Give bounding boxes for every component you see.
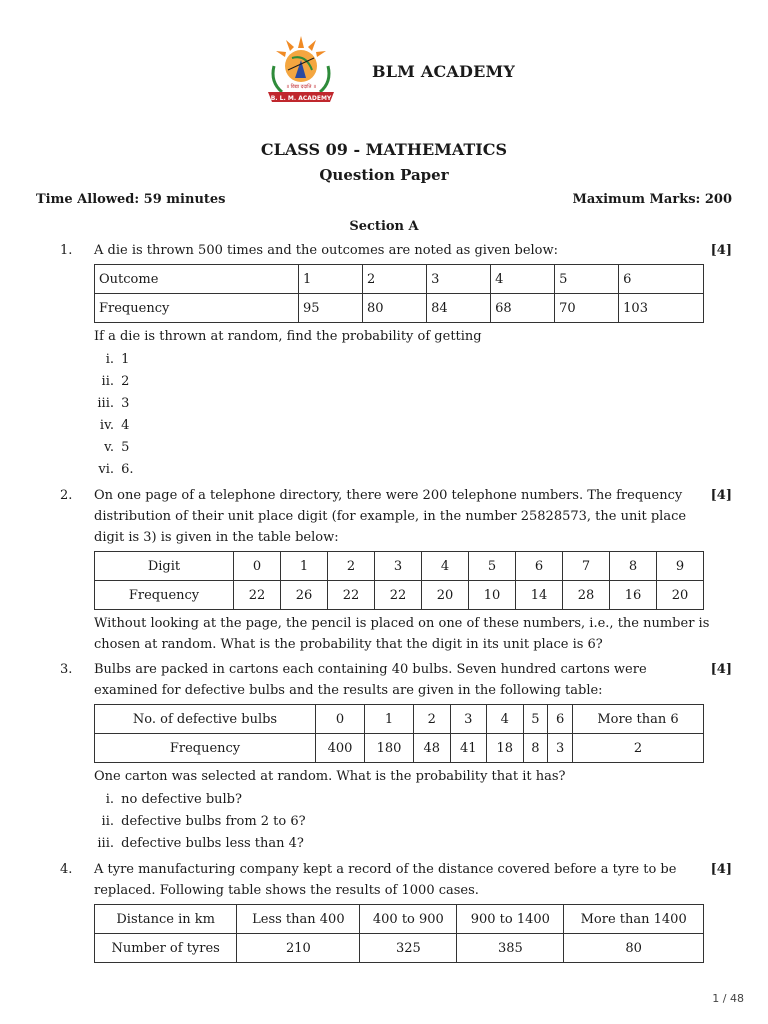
option-number: iii. [97,836,114,851]
table-cell: 7 [563,552,610,581]
table-cell: 10 [469,581,516,610]
table-cell: 48 [414,734,451,763]
table-cell: 2 [573,734,704,763]
table-cell: 385 [457,934,564,963]
table-cell: 28 [563,581,610,610]
table-cell: 3 [548,734,573,763]
option-text: defective bulbs from 2 to 6? [121,814,306,829]
option-number: ii. [101,374,114,389]
table-cell: Number of tyres [95,934,237,963]
table-cell: 2 [363,265,427,294]
document-header [0,30,768,116]
table-cell: 180 [365,734,414,763]
question-marks: [4] [710,862,732,877]
table-cell: 80 [363,294,427,323]
table-cell: 210 [237,934,360,963]
sun-archer-logo-icon [262,30,340,110]
table-cell: 0 [234,552,281,581]
list-item [94,459,768,481]
question-number: 3. [60,662,73,677]
table-cell: 3 [450,705,487,734]
table-cell: 84 [427,294,491,323]
table-row [95,705,704,734]
table-cell: 22 [328,581,375,610]
question-text: On one page of a telephone directory, there were 200 telephone numbers. The frequency distribution of their unit place digit (for example, in the number 25828573, the unit place digit is 3) is given in the table below: [94,488,687,545]
option-number: i. [105,352,114,367]
table-cell: 1 [281,552,328,581]
maximum-marks: Maximum Marks: 200 [572,192,732,207]
option-text: 6. [121,462,134,477]
academy-logo [262,30,340,110]
option-number: iii. [97,396,114,411]
question-followup: One carton was selected at random. What is the probability that it has? [94,769,566,784]
question-marks: [4] [710,243,732,258]
table-cell: 22 [234,581,281,610]
question-marks: [4] [710,488,732,503]
list-item [94,811,768,833]
option-text: 2 [121,374,130,389]
table-cell: 5 [523,705,548,734]
table-row [95,934,704,963]
table-cell: 4 [491,265,555,294]
list-item [94,415,768,437]
table-cell: 8 [523,734,548,763]
option-number: i. [105,792,114,807]
table-cell: More than 6 [573,705,704,734]
table-cell: 8 [610,552,657,581]
question-marks: [4] [710,662,732,677]
question-followup: If a die is thrown at random, find the probability of getting [94,329,482,344]
page-indicator: 1 / 48 [712,992,744,1005]
table-cell: Distance in km [95,905,237,934]
list-item [94,371,768,393]
section-title: Section A [349,219,419,234]
table-cell: 9 [657,552,704,581]
option-text: 4 [121,418,130,433]
class-title: CLASS 09 - MATHEMATICS [260,140,508,159]
option-number: v. [104,440,114,455]
table-cell: 0 [316,705,365,734]
option-list [0,349,768,481]
question-1 [0,240,768,481]
table-cell: No. of defective bulbs [95,705,316,734]
school-name: BLM ACADEMY [372,62,516,81]
table-cell: 14 [516,581,563,610]
table-cell: 18 [487,734,524,763]
question-list [0,240,768,967]
table-cell: 103 [619,294,704,323]
option-text: 3 [121,396,130,411]
time-allowed: Time Allowed: 59 minutes [36,192,226,207]
table-cell: 3 [375,552,422,581]
table-cell: 5 [555,265,619,294]
table-cell: Digit [95,552,234,581]
table-row [95,734,704,763]
option-number: vi. [98,462,114,477]
question-4 [0,859,768,963]
table-cell: Frequency [95,734,316,763]
table-cell: 2 [414,705,451,734]
table-cell: 22 [375,581,422,610]
table-cell: 70 [555,294,619,323]
table-cell: 6 [619,265,704,294]
option-number: ii. [101,814,114,829]
table-row [95,294,704,323]
table-cell: 325 [360,934,457,963]
data-table [94,551,704,610]
question-number: 4. [60,862,73,877]
table-cell: 20 [657,581,704,610]
table-cell: 4 [422,552,469,581]
table-cell: 6 [516,552,563,581]
question-text: A tyre manufacturing company kept a record of the distance covered before a tyre to be replaced. Following table shows the results of 1000 cases. [94,862,677,898]
question-number: 1. [60,243,73,258]
list-item [94,833,768,855]
table-cell: 4 [487,705,524,734]
option-text: 1 [121,352,130,367]
table-cell: 1 [299,265,363,294]
table-row [95,552,704,581]
question-number: 2. [60,488,73,503]
table-row [95,265,704,294]
question-followup: Without looking at the page, the pencil is placed on one of these numbers, i.e., the number is chosen at random. What is the probability that the digit in its unit place is 6? [94,616,710,652]
option-text: 5 [121,440,130,455]
table-cell: Less than 400 [237,905,360,934]
table-cell: 80 [564,934,704,963]
question-text: A die is thrown 500 times and the outcomes are noted as given below: [94,243,559,258]
table-cell: 41 [450,734,487,763]
table-cell: Frequency [95,581,234,610]
table-row [95,581,704,610]
table-cell: 1 [365,705,414,734]
option-number: iv. [99,418,114,433]
data-table [94,904,704,963]
table-cell: 3 [427,265,491,294]
table-cell: 68 [491,294,555,323]
table-cell: 900 to 1400 [457,905,564,934]
list-item [94,437,768,459]
question-2 [0,485,768,655]
question-3 [0,659,768,855]
option-list [0,789,768,855]
table-cell: Frequency [95,294,299,323]
table-cell: 6 [548,705,573,734]
option-text: no defective bulb? [121,792,242,807]
table-cell: 5 [469,552,516,581]
list-item [94,789,768,811]
svg-text:॥ विद्या ददाति ॥: ॥ विद्या ददाति ॥ [285,84,317,90]
data-table [94,704,704,763]
table-cell: Outcome [95,265,299,294]
table-cell: More than 1400 [564,905,704,934]
table-cell: 16 [610,581,657,610]
list-item [94,349,768,371]
option-text: defective bulbs less than 4? [121,836,304,851]
table-cell: 26 [281,581,328,610]
paper-title: Question Paper [319,166,449,184]
data-table [94,264,704,323]
table-cell: 20 [422,581,469,610]
svg-text:B. L. M. ACADEMY: B. L. M. ACADEMY [270,95,332,102]
table-row [95,905,704,934]
table-cell: 95 [299,294,363,323]
table-cell: 2 [328,552,375,581]
table-cell: 400 [316,734,365,763]
table-cell: 400 to 900 [360,905,457,934]
list-item [94,393,768,415]
question-text: Bulbs are packed in cartons each containing 40 bulbs. Seven hundred cartons were examined for defective bulbs and the results are given in the following table: [94,662,647,698]
